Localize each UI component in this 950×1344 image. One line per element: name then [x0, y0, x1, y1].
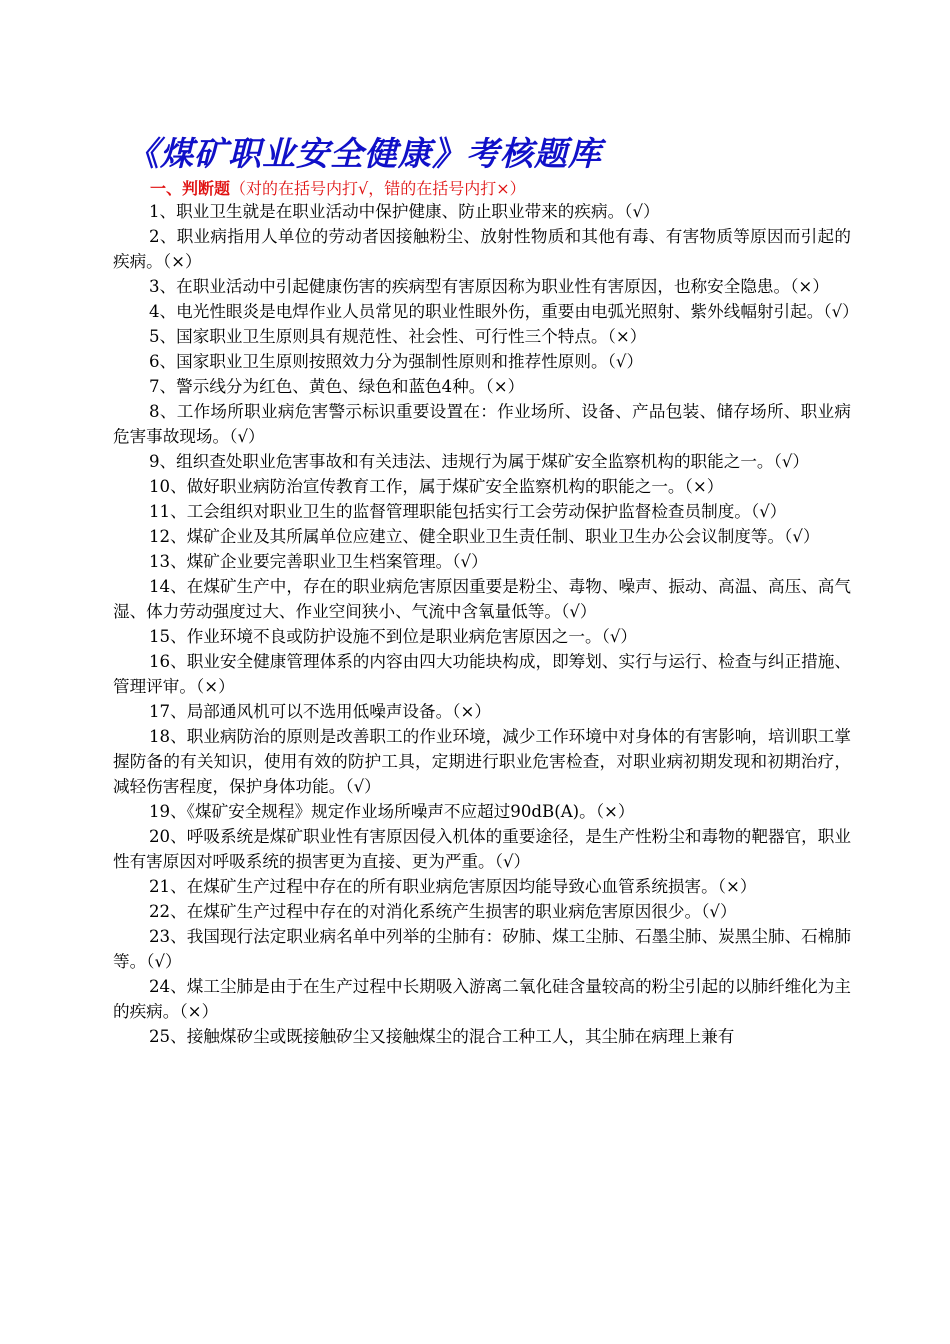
question-item: 21、在煤矿生产过程中存在的所有职业病危害原因均能导致心血管系统损害。（×）	[149, 877, 757, 896]
question-item: 12、煤矿企业及其所属单位应建立、健全职业卫生责任制、职业卫生办公会议制度等。（√）	[149, 527, 820, 546]
question-item: 20、呼吸系统是煤矿职业性有害原因侵入机体的重要途径，是生产性粉尘和毒物的靶器官，职业性有害原因对呼吸系统的损害更为直接、更为严重。（√）	[113, 827, 851, 871]
question-item: 10、做好职业病防治宣传教育工作，属于煤矿安全监察机构的职能之一。（×）	[149, 477, 724, 496]
section-heading	[150, 176, 526, 199]
document-title: 《煤矿职业安全健康》考核题库	[126, 134, 602, 173]
question-item: 5、国家职业卫生原则具有规范性、社会性、可行性三个特点。（×）	[149, 327, 647, 346]
section-title: 判断题	[182, 179, 231, 198]
question-item: 18、职业病防治的原则是改善职工的作业环境，减少工作环境中对身体的有害影响，培训职工掌握防备的有关知识，使用有效的防护工具，定期进行职业危害检查，对职业病初期发现和初期治疗，减轻伤害程度，保护身体功能。（√）	[113, 727, 851, 796]
question-list	[113, 199, 859, 1049]
question-item: 8、工作场所职业病危害警示标识重要设置在：作业场所、设备、产品包装、储存场所、职业病危害事故现场。（√）	[113, 402, 851, 446]
section-instruction: （对的在括号内打√，错的在括号内打×）	[230, 179, 526, 198]
question-item: 23、我国现行法定职业病名单中列举的尘肺有：矽肺、煤工尘肺、石墨尘肺、炭黑尘肺、石棉肺等。（√）	[113, 927, 851, 971]
question-item: 11、工会组织对职业卫生的监督管理职能包括实行工会劳动保护监督检查员制度。（√）	[149, 502, 787, 521]
question-item: 9、组织查处职业危害事故和有关违法、违规行为属于煤矿安全监察机构的职能之一。（√）	[149, 452, 809, 471]
question-item: 7、警示线分为红色、黄色、绿色和蓝色4种。（×）	[149, 377, 525, 396]
question-item: 6、国家职业卫生原则按照效力分为强制性原则和推荐性原则。（√）	[149, 352, 644, 371]
section-number: 一、	[150, 179, 183, 198]
question-item: 15、作业环境不良或防护设施不到位是职业病危害原因之一。（√）	[149, 627, 638, 646]
question-item: 16、职业安全健康管理体系的内容由四大功能块构成，即筹划、实行与运行、检查与纠正措施、管理评审。（×）	[113, 652, 851, 696]
question-item: 22、在煤矿生产过程中存在的对消化系统产生损害的职业病危害原因很少。（√）	[149, 902, 737, 921]
question-item: 3、在职业活动中引起健康伤害的疾病型有害原因称为职业性有害原因，也称安全隐患。（×）	[149, 277, 829, 296]
question-item: 19、《煤矿安全规程》规定作业场所噪声不应超过90dB(A)。（×）	[149, 802, 635, 821]
question-item: 25、接触煤矽尘或既接触矽尘又接触煤尘的混合工种工人，其尘肺在病理上兼有	[149, 1027, 735, 1046]
question-item: 1、职业卫生就是在职业活动中保护健康、防止职业带来的疾病。（√）	[149, 202, 660, 221]
question-item: 2、职业病指用人单位的劳动者因接触粉尘、放射性物质和其他有毒、有害物质等原因而引起的疾病。（×）	[113, 227, 851, 271]
question-item: 4、电光性眼炎是电焊作业人员常见的职业性眼外伤，重要由电弧光照射、紫外线幅射引起。（√）	[149, 302, 859, 321]
question-item: 24、煤工尘肺是由于在生产过程中长期吸入游离二氧化硅含量较高的粉尘引起的以肺纤维化为主的疾病。（×）	[113, 977, 851, 1021]
question-item: 13、煤矿企业要完善职业卫生档案管理。（√）	[149, 552, 488, 571]
question-item: 17、局部通风机可以不选用低噪声设备。（×）	[149, 702, 491, 721]
question-item: 14、在煤矿生产中，存在的职业病危害原因重要是粉尘、毒物、噪声、振动、高温、高压、高气湿、体力劳动强度过大、作业空间狭小、气流中含氧量低等。（√）	[113, 577, 851, 621]
